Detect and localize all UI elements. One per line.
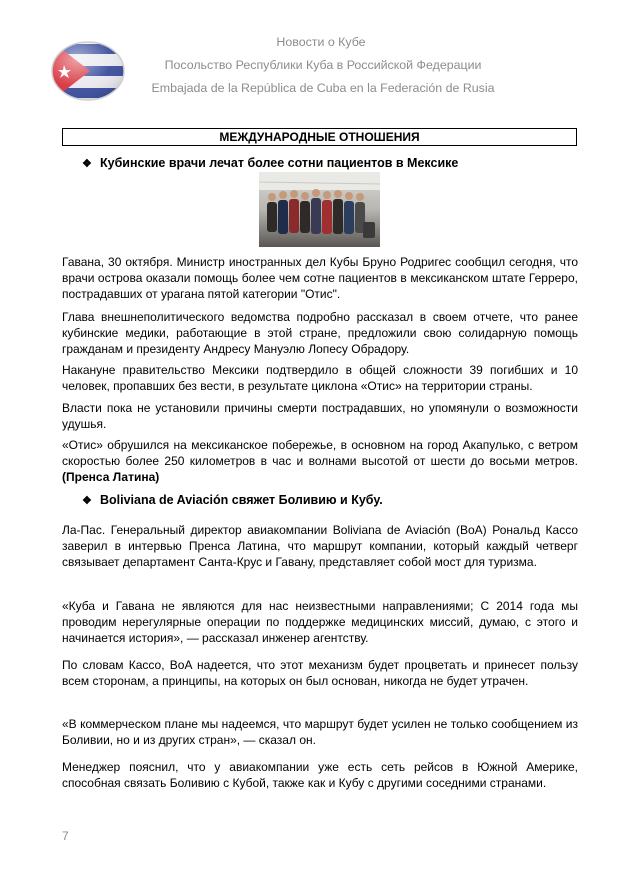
article1-title-row xyxy=(82,156,458,170)
group-photo xyxy=(259,172,380,247)
article2-title-row xyxy=(82,493,383,507)
article2-paragraph-3: По словам Кассо, BoA надеется, что этот механизм будет процветать и принесет пользу всем сторонам, а принципы, на которых он был основан, никогда не будет утрачен. xyxy=(62,658,578,689)
article1-paragraph-5-text: «Отис» обрушился на мексиканское побережье, в основном на город Акапулько, с ветром скоростью более 250 километров в час и волнами высотой от шести до восьми метров. xyxy=(62,438,578,469)
header-embassy-es: Embajada de la República de Cuba en la Federación de Rusia xyxy=(151,81,495,95)
article2-title: Boliviana de Aviación свяжет Боливию и Кубу. xyxy=(100,493,383,507)
header-title: Новости о Кубе xyxy=(276,35,366,49)
article2-paragraph-2: «Куба и Гавана не являются для нас неизвестными направлениями; С 2014 года мы проводим нерегулярные операции по поддержке медицинских миссий, думаю, с этого и начинается история», — рассказал инженер агентству. xyxy=(62,599,578,646)
article1-title: Кубинские врачи лечат более сотни пациентов в Мексике xyxy=(100,156,459,170)
article1-paragraph-4: Власти пока не установили причины смерти пострадавших, но упомянули о возможности удушья. xyxy=(62,401,578,432)
article1-paragraph-1: Гавана, 30 октября. Министр иностранных дел Кубы Бруно Родригес сообщил сегодня, что врачи острова оказали помощь более чем сотне пациентов в мексиканском штате Герреро, пострадавших от урагана пятой категории "Отис". xyxy=(62,255,578,302)
section-title: МЕЖДУНАРОДНЫЕ ОТНОШЕНИЯ xyxy=(62,128,577,146)
article1-source: (Пренса Латина) xyxy=(62,470,160,485)
page-number: 7 xyxy=(62,829,69,843)
article1-paragraph-2: Глава внешнеполитического ведомства подробно рассказал в своем отчете, что ранее кубинские медики, работающие в этой стране, предложили свою солидарную помощь гражданам и президенту Андресу Мануэлю Лопесу Обрадору. xyxy=(62,310,578,357)
diamond-bullet-icon: ❖ xyxy=(82,495,92,507)
article1-paragraph-3: Накануне правительство Мексики подтвердило в общей сложности 39 погибших и 10 человек, пропавших без вести, в результате циклона «Отис» на территории страны. xyxy=(62,363,578,394)
header-embassy-ru: Посольство Республики Куба в Российской Федерации xyxy=(164,58,482,72)
article1-paragraph-5 xyxy=(62,437,578,486)
article2-paragraph-4: «В коммерческом плане мы надеемся, что маршрут будет усилен не только сообщением из Боливии, но и из других стран», — сказал он. xyxy=(62,717,578,748)
article2-paragraph-5: Менеджер пояснил, что у авиакомпании уже есть сеть рейсов в Южной Америке, способная связать Боливию с Кубой, также как и Кубу с другими соседними странами. xyxy=(62,760,578,791)
diamond-bullet-icon: ❖ xyxy=(82,158,92,170)
article2-paragraph-1: Ла-Пас. Генеральный директор авиакомпании Boliviana de Aviación (BoA) Рональд Кассо заверил в интервью Пренса Латина, что маршрут компании, который каждый четверг связывает департамент Санта-Крус и Гавану, представляет собой мост для туризма. xyxy=(62,523,578,570)
